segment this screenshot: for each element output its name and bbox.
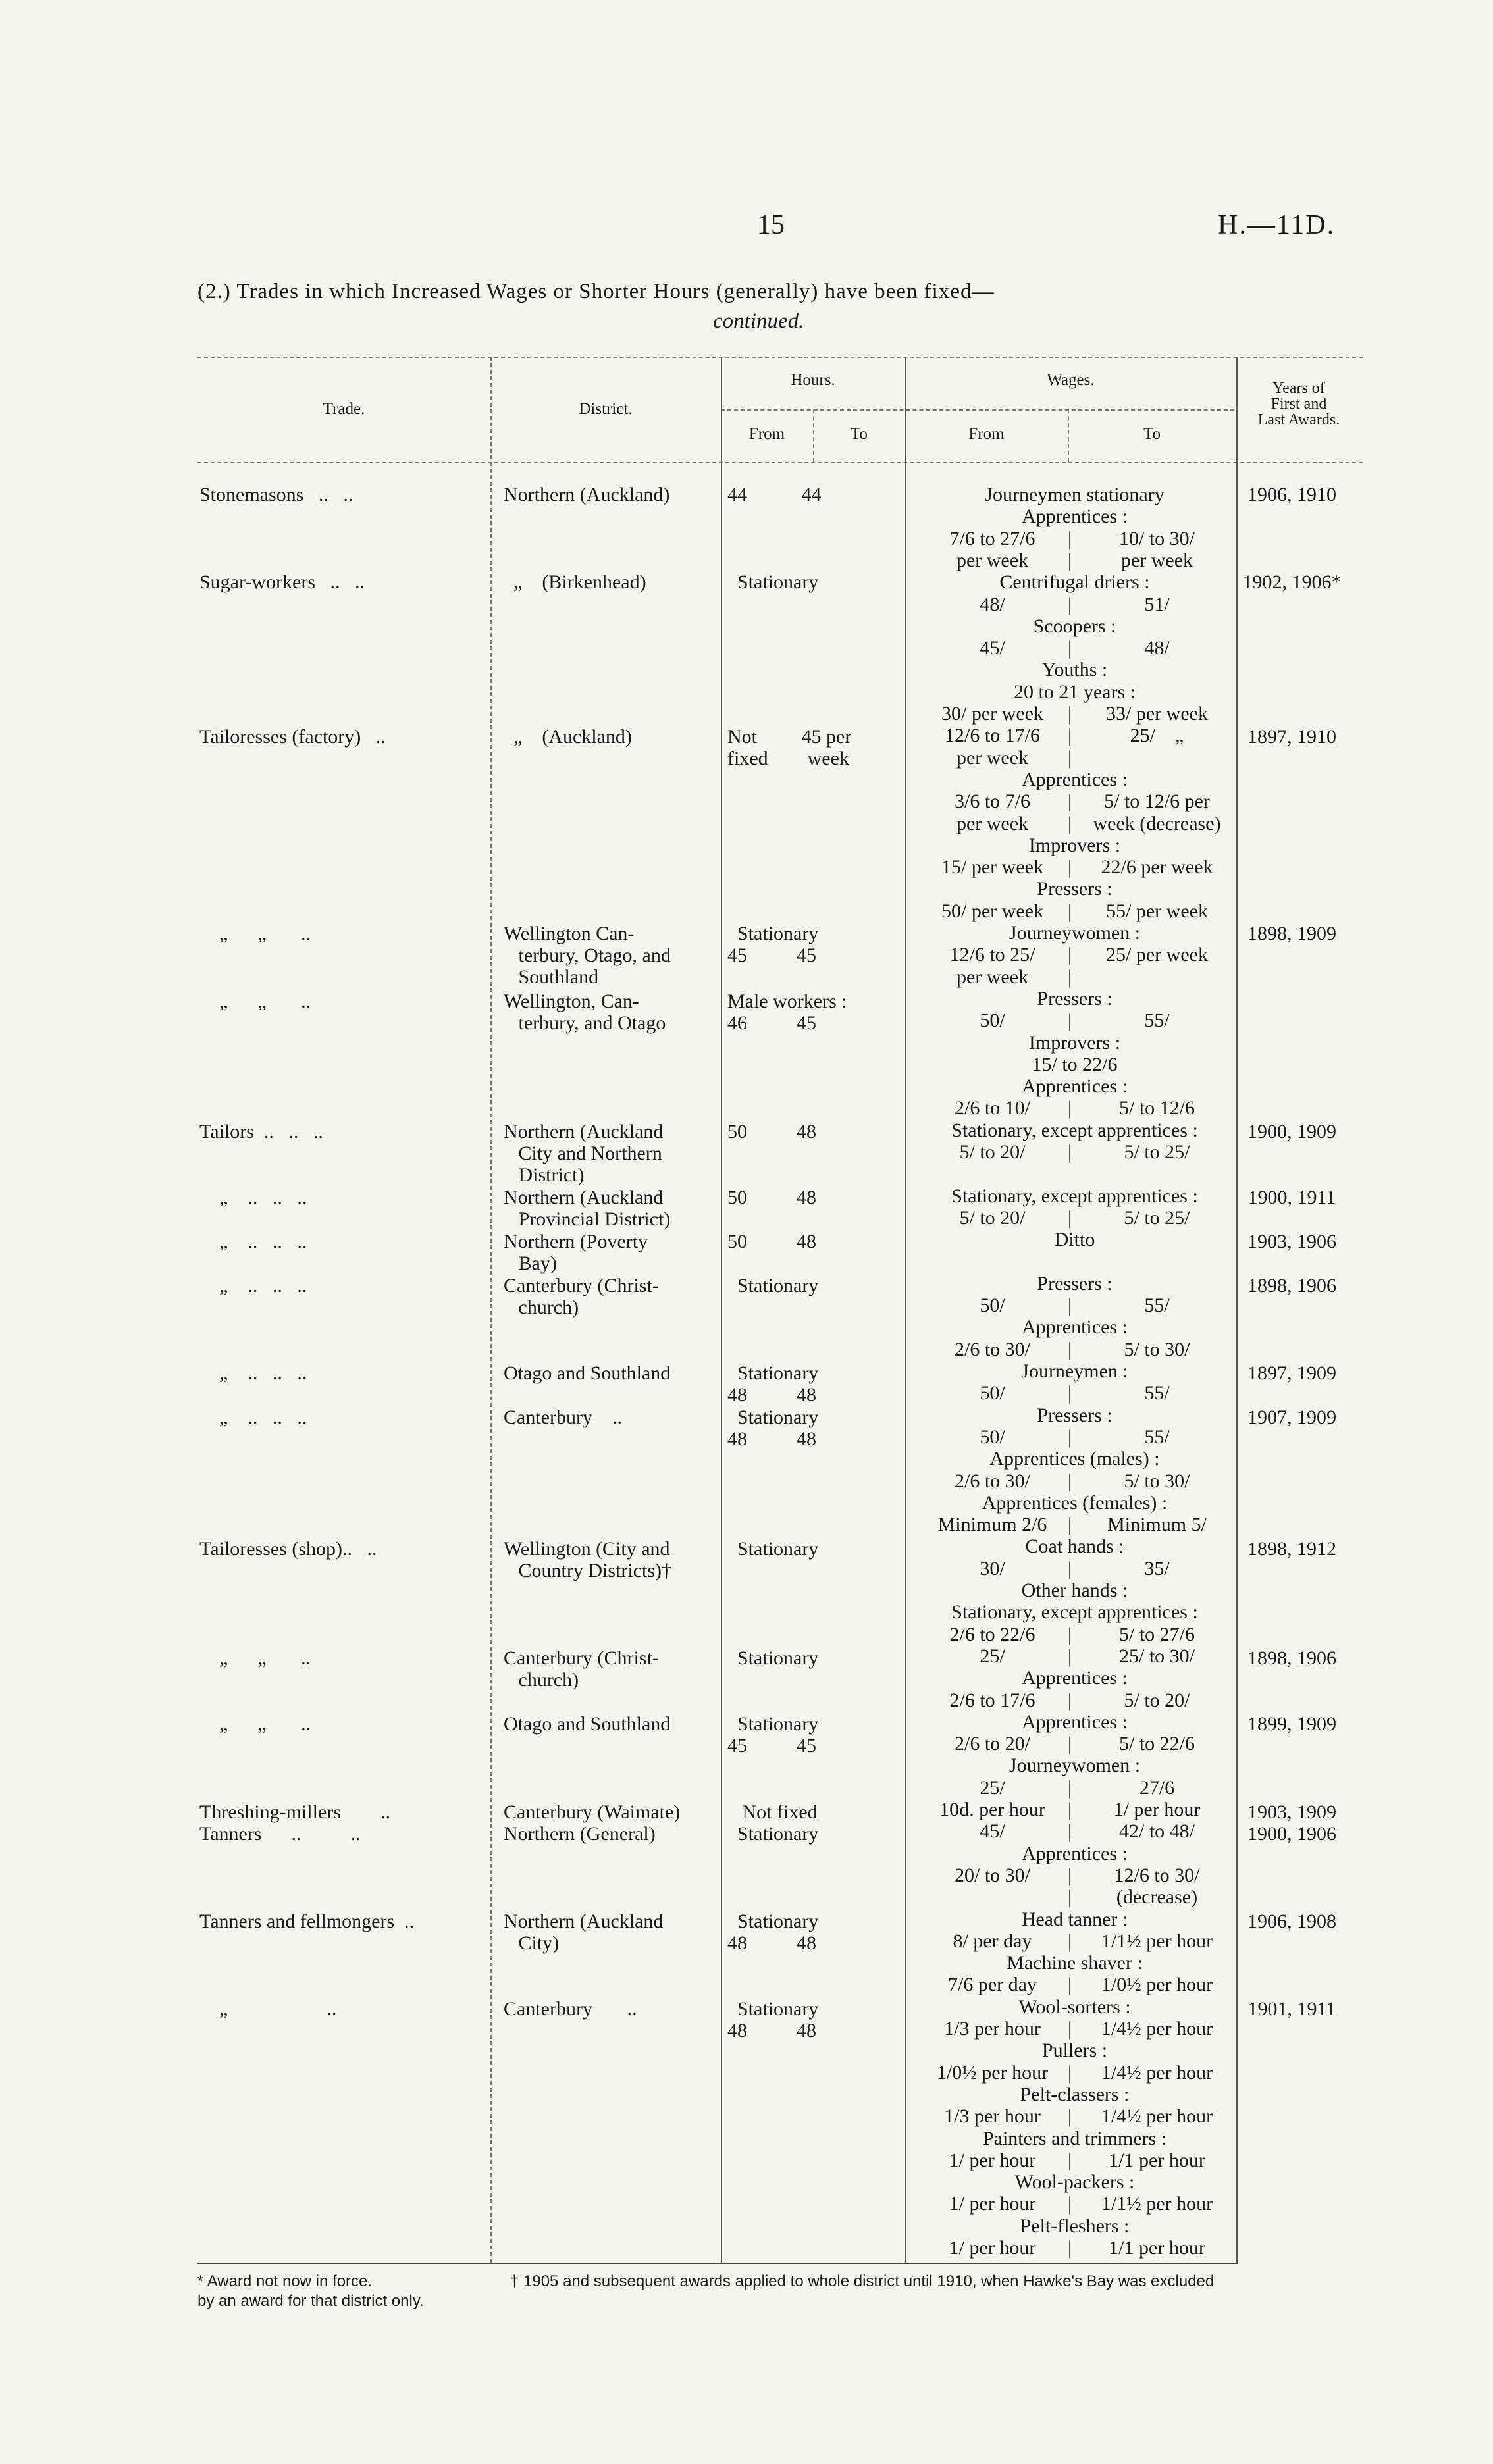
wage-line: Ditto <box>1054 1229 1095 1251</box>
row-district: Otago and Southland <box>504 1362 671 1384</box>
wage-divider: | <box>1068 549 1072 571</box>
wage-from: 20/ to 30/ <box>954 1864 1030 1886</box>
wage-to: week (decrease) <box>1093 812 1221 834</box>
wage-line: Pressers : <box>1037 987 1113 1010</box>
wage-to: 42/ to 48/ <box>1118 1820 1195 1843</box>
row-years: 1907, 1909 <box>1247 1406 1336 1428</box>
wage-to: 5/ to 22/6 <box>1118 1733 1195 1755</box>
row-district: Canterbury (Waimate) <box>504 1801 681 1823</box>
row-trade: Tailoresses (factory) .. <box>199 726 386 748</box>
wage-to: 48/ <box>1144 637 1170 659</box>
wage-to: 5/ to 25/ <box>1124 1141 1190 1163</box>
row-hours: Stationary <box>727 1538 819 1560</box>
row-hours: 50 48 <box>727 1231 816 1252</box>
wage-divider: | <box>1068 1097 1072 1119</box>
row-hours: Stationary <box>727 1275 819 1296</box>
wage-line: Pelt-fleshers : <box>1020 2215 1130 2237</box>
wage-from: 12/6 to 25/ <box>949 944 1035 966</box>
header-district: District. <box>579 400 633 418</box>
row-trade: Stonemasons .. .. <box>199 484 354 505</box>
wage-divider: | <box>1068 2237 1072 2259</box>
wage-to: 25/ to 30/ <box>1118 1645 1195 1667</box>
row-years: 1906, 1910 <box>1247 484 1336 505</box>
wage-from: 2/6 to 30/ <box>954 1338 1030 1360</box>
wage-from: 2/6 to 10/ <box>954 1097 1030 1119</box>
header-trade: Trade. <box>323 400 365 418</box>
wage-to: 1/1½ per hour <box>1101 1930 1213 1952</box>
wage-line: Pressers : <box>1037 1404 1113 1426</box>
wage-line: Wool-packers : <box>1014 2171 1135 2194</box>
wage-from: 15/ per week <box>941 856 1043 879</box>
row-district: Northern (Auckland Provincial District) <box>504 1187 671 1230</box>
wage-to: 55/ <box>1144 1425 1170 1448</box>
col-divider-3 <box>905 357 906 2263</box>
row-district: Northern (Auckland City and Northern District) <box>504 1121 664 1186</box>
wage-to: per week <box>1120 549 1193 571</box>
header-hours-to: To <box>850 425 868 443</box>
wage-divider: | <box>1068 1141 1072 1163</box>
wage-from: 8/ per day <box>953 1930 1032 1952</box>
wage-line: Stationary, except apprentices : <box>951 1119 1198 1141</box>
row-years: 1897, 1909 <box>1247 1362 1336 1384</box>
table-title: (2.) Trades in which Increased Wages or Shorter Hours (generally) have been fixed— <box>197 280 995 303</box>
wage-divider: | <box>1068 1514 1072 1536</box>
wage-from: 50/ <box>980 1010 1005 1032</box>
wage-from: 25/ <box>980 1776 1005 1799</box>
wage-divider: | <box>1068 856 1072 879</box>
wage-line: Apprentices : <box>1022 1842 1128 1864</box>
row-district: Canterbury (Christ- church) <box>504 1647 659 1691</box>
row-hours: Stationary <box>727 1647 819 1669</box>
header-wages: Wages. <box>1047 371 1095 389</box>
row-district: Canterbury .. <box>504 1998 637 2020</box>
header-years: Years of First and Last Awards. <box>1257 380 1340 428</box>
wage-divider: | <box>1068 1864 1072 1886</box>
wage-to: 1/1 per hour <box>1109 2149 1205 2171</box>
wage-from: 5/ to 20/ <box>959 1141 1026 1163</box>
wage-divider: | <box>1068 2149 1072 2171</box>
wage-divider: | <box>1068 1886 1072 1909</box>
wage-divider: | <box>1068 1010 1072 1032</box>
wage-line: Head tanner : <box>1021 1908 1128 1930</box>
wage-divider: | <box>1068 1295 1072 1317</box>
row-trade: „ .. .. .. <box>199 1187 307 1208</box>
row-years: 1900, 1909 <box>1247 1121 1336 1142</box>
row-years: 1898, 1912 <box>1247 1538 1336 1560</box>
wage-to: 1/1 per hour <box>1109 2237 1205 2259</box>
wage-divider: | <box>1068 1930 1072 1952</box>
wage-line: Youths : <box>1041 659 1108 681</box>
wage-line: Journeymen : <box>1021 1360 1128 1382</box>
row-hours: Not 45 per fixed week <box>727 726 852 769</box>
row-years: 1898, 1906 <box>1247 1647 1336 1669</box>
wage-from: 1/3 per hour <box>944 2105 1041 2128</box>
row-hours: Stationary 48 48 <box>727 1998 819 2041</box>
row-trade: „ .. .. .. <box>199 1406 307 1428</box>
row-years: 1901, 1911 <box>1247 1998 1336 2020</box>
wage-to: 10/ to 30/ <box>1118 527 1195 550</box>
wage-line: Apprentices (females) : <box>982 1491 1168 1514</box>
row-trade: Sugar-workers .. .. <box>199 571 365 593</box>
row-district: Northern (Auckland City) <box>504 1911 664 1954</box>
row-trade: „ „ .. <box>199 1713 311 1735</box>
wage-from: 3/6 to 7/6 <box>954 790 1030 813</box>
wage-divider: | <box>1068 1338 1072 1360</box>
wage-to: 5/ to 20/ <box>1124 1689 1190 1711</box>
col-divider-4 <box>1236 357 1238 2263</box>
wage-to: 55/ per week <box>1106 900 1208 922</box>
row-hours: 50 48 <box>727 1121 816 1142</box>
wage-line: Wool-sorters : <box>1018 1995 1131 2018</box>
wage-to: 1/4½ per hour <box>1101 2061 1213 2084</box>
row-hours: Stationary 45 45 <box>727 923 819 966</box>
document-code: H.—11D. <box>1218 210 1336 240</box>
wage-divider: | <box>1068 1974 1072 1996</box>
row-district: Northern (General) <box>504 1823 656 1845</box>
wage-from: 2/6 to 30/ <box>954 1470 1030 1492</box>
wage-from: per week <box>956 746 1029 769</box>
wage-line: Journeywomen : <box>1008 1755 1141 1777</box>
wage-to: Minimum 5/ <box>1107 1514 1207 1536</box>
wage-line: 20 to 21 years : <box>1014 680 1136 703</box>
wage-to: 1/4½ per hour <box>1101 2105 1213 2128</box>
row-district: „ (Auckland) <box>504 726 632 748</box>
wage-to: 5/ to 30/ <box>1124 1470 1190 1492</box>
wage-from: 48/ <box>980 593 1005 615</box>
wage-from: per week <box>956 812 1029 834</box>
row-hours: Stationary 45 45 <box>727 1713 819 1757</box>
wage-from: 2/6 to 17/6 <box>949 1689 1035 1711</box>
footnote-dagger: † 1905 and subsequent awards applied to whole district until 1910, when Hawke's Bay was excluded <box>510 2272 1215 2290</box>
row-district: Wellington (City and Country Districts)† <box>504 1538 671 1581</box>
wage-to: 27/6 <box>1139 1776 1175 1799</box>
row-district: Wellington, Can- terbury, and Otago <box>504 990 666 1034</box>
wage-divider: | <box>1068 1470 1072 1492</box>
table-bottom-rule <box>197 2263 1238 2264</box>
wage-divider: | <box>1068 944 1072 966</box>
row-trade: Tailoresses (shop).. .. <box>199 1538 377 1560</box>
row-hours: Stationary 48 48 <box>727 1911 819 1954</box>
row-trade: Threshing-millers .. <box>199 1801 390 1823</box>
wage-line: Stationary, except apprentices : <box>951 1185 1198 1207</box>
wage-from: 50/ <box>980 1425 1005 1448</box>
wage-to: 5/ to 27/6 <box>1118 1623 1195 1645</box>
wage-to: 5/ to 12/6 per <box>1104 790 1210 813</box>
wage-divider: | <box>1068 1382 1072 1404</box>
wage-divider: | <box>1068 1799 1072 1820</box>
row-hours: Not fixed <box>727 1801 818 1823</box>
wage-line: 15/ to 22/6 <box>1032 1053 1118 1075</box>
wage-from: 50/ <box>980 1295 1005 1317</box>
wage-from: 1/3 per hour <box>944 2018 1041 2040</box>
wage-line: Apprentices : <box>1022 768 1128 790</box>
row-trade: „ „ .. <box>199 923 311 944</box>
wage-to: 25/ „ <box>1130 725 1184 747</box>
wage-from: Minimum 2/6 <box>937 1514 1047 1536</box>
wage-line: Pullers : <box>1041 2040 1108 2062</box>
wage-line: Apprentices : <box>1022 1316 1128 1339</box>
wage-divider: | <box>1068 2018 1072 2040</box>
wage-from: 5/ to 20/ <box>959 1206 1026 1229</box>
row-district: Northern (Poverty Bay) <box>504 1231 648 1274</box>
wage-from: 2/6 to 22/6 <box>949 1623 1035 1645</box>
table-top-rule <box>197 357 1363 358</box>
wage-divider: | <box>1068 725 1072 747</box>
wage-line: Scoopers : <box>1033 615 1116 637</box>
row-hours: Stationary <box>727 1823 819 1845</box>
row-district: Northern (Auckland) <box>504 484 670 505</box>
wage-to: 1/0½ per hour <box>1101 1974 1213 1996</box>
wage-to: 25/ per week <box>1106 944 1208 966</box>
wage-to: 22/6 per week <box>1101 856 1213 879</box>
wage-divider: | <box>1068 1557 1072 1579</box>
wage-from: 1/ per hour <box>949 2193 1036 2215</box>
wage-divider: | <box>1068 790 1072 813</box>
wage-line: Improvers : <box>1028 834 1121 856</box>
row-district: Otago and Southland <box>504 1713 671 1735</box>
header-hours: Hours. <box>791 371 835 389</box>
wage-divider: | <box>1068 2193 1072 2215</box>
wage-to: 1/1½ per hour <box>1101 2193 1213 2215</box>
wage-line: Centrifugal driers : <box>999 571 1150 594</box>
row-trade: „ „ .. <box>199 990 311 1012</box>
row-trade: Tailors .. .. .. <box>199 1121 323 1142</box>
wage-line: Improvers : <box>1028 1031 1121 1054</box>
row-trade: „ .. .. .. <box>199 1231 307 1252</box>
wage-from: per week <box>956 549 1029 571</box>
wage-divider: | <box>1068 1733 1072 1755</box>
wage-line: Journeymen stationary <box>985 484 1165 505</box>
wage-to: 5/ to 25/ <box>1124 1206 1190 1229</box>
wage-divider: | <box>1068 965 1072 988</box>
wage-divider: | <box>1068 1425 1072 1448</box>
wage-from: 30/ <box>980 1557 1005 1579</box>
row-years: 1903, 1906 <box>1247 1231 1336 1252</box>
row-trade: „ .. <box>199 1998 337 2020</box>
wage-from: 1/ per hour <box>949 2149 1036 2171</box>
wage-to: 5/ to 30/ <box>1124 1338 1190 1360</box>
row-trade: „ „ .. <box>199 1647 311 1669</box>
col-divider-2 <box>721 357 722 2263</box>
wage-divider: | <box>1068 812 1072 834</box>
row-years: 1897, 1910 <box>1247 726 1336 748</box>
wage-line: Coat hands : <box>1025 1535 1124 1558</box>
wage-to: 1/ per hour <box>1113 1799 1201 1820</box>
row-years: 1902, 1906* <box>1242 571 1342 593</box>
row-years: 1898, 1906 <box>1247 1275 1336 1296</box>
row-years: 1898, 1909 <box>1247 923 1336 944</box>
wage-from: 45/ <box>980 1820 1005 1843</box>
wage-to: 1/4½ per hour <box>1101 2018 1213 2040</box>
row-years: 1906, 1908 <box>1247 1911 1336 1932</box>
row-hours: Stationary 48 48 <box>727 1406 819 1450</box>
wage-line: Apprentices : <box>1022 1710 1128 1733</box>
wage-line: Apprentices (males) : <box>989 1448 1160 1470</box>
row-trade: Tanners and fellmongers .. <box>199 1911 415 1932</box>
wage-from: 25/ <box>980 1645 1005 1667</box>
wage-from: 50/ <box>980 1382 1005 1404</box>
row-years: 1903, 1909 <box>1247 1801 1336 1823</box>
wage-divider: | <box>1068 2061 1072 2084</box>
wage-to: 55/ <box>1144 1010 1170 1032</box>
header-wages-to: To <box>1143 425 1161 443</box>
wage-divider: | <box>1068 703 1072 725</box>
row-district: Canterbury .. <box>504 1406 622 1428</box>
subheader-rule <box>721 409 1234 411</box>
wage-line: Other hands : <box>1021 1579 1128 1601</box>
wage-to: 55/ <box>1144 1295 1170 1317</box>
row-district: Canterbury (Christ- church) <box>504 1275 659 1318</box>
wage-line: Painters and trimmers : <box>982 2127 1167 2149</box>
wage-line: Machine shaver : <box>1007 1952 1143 1974</box>
wage-to: (decrease) <box>1116 1886 1198 1909</box>
row-hours: Male workers : 46 45 <box>727 990 847 1034</box>
wage-from: per week <box>956 965 1029 988</box>
wage-divider: | <box>1068 746 1072 769</box>
wage-divider: | <box>1068 1645 1072 1667</box>
wage-divider: | <box>1068 637 1072 659</box>
wage-from: 7/6 per day <box>948 1974 1037 1996</box>
wage-to: 12/6 to 30/ <box>1114 1864 1200 1886</box>
wage-divider: | <box>1068 1206 1072 1229</box>
wage-to: 33/ per week <box>1106 703 1208 725</box>
wage-line: Apprentices : <box>1022 1667 1128 1689</box>
header-wages-from: From <box>968 425 1005 443</box>
wage-line: Apprentices : <box>1022 505 1128 528</box>
wage-from: 1/0½ per hour <box>936 2061 1049 2084</box>
wage-divider: | <box>1068 1776 1072 1799</box>
wage-divider: | <box>1068 593 1072 615</box>
row-years: 1900, 1906 <box>1247 1823 1336 1845</box>
row-district: Wellington Can- terbury, Otago, and Southland <box>504 923 671 988</box>
table-title-continued: continued. <box>713 309 804 333</box>
row-hours: Stationary 48 48 <box>727 1362 819 1406</box>
header-hours-from: From <box>748 425 785 443</box>
wage-line: Apprentices : <box>1022 1075 1128 1098</box>
wage-from: 30/ per week <box>941 703 1043 725</box>
row-hours: 50 48 <box>727 1187 816 1208</box>
row-trade: „ .. .. .. <box>199 1275 307 1296</box>
row-years: 1900, 1911 <box>1247 1187 1336 1208</box>
wage-line: Pelt-classers : <box>1020 2083 1130 2105</box>
row-hours: Stationary <box>727 571 819 593</box>
row-district: „ (Birkenhead) <box>504 571 646 593</box>
wage-to: 51/ <box>1144 593 1170 615</box>
wage-line: Journeywomen : <box>1008 922 1141 944</box>
wage-from: 2/6 to 20/ <box>954 1733 1030 1755</box>
wage-divider: | <box>1068 1623 1072 1645</box>
col-divider-1 <box>490 357 492 2263</box>
wage-from: 45/ <box>980 637 1005 659</box>
row-trade: „ .. .. .. <box>199 1362 307 1384</box>
wage-from: 12/6 to 17/6 <box>944 725 1040 747</box>
row-hours: 44 44 <box>727 484 822 505</box>
wage-divider: | <box>1068 1689 1072 1711</box>
wage-divider: | <box>1068 2105 1072 2128</box>
row-trade: Tanners .. .. <box>199 1823 361 1845</box>
wage-line: Pressers : <box>1037 1272 1113 1295</box>
wage-from: 50/ per week <box>941 900 1043 922</box>
wage-from: 1/ per hour <box>949 2237 1036 2259</box>
wage-to: 5/ to 12/6 <box>1118 1097 1195 1119</box>
row-years: 1899, 1909 <box>1247 1713 1336 1735</box>
footnote-star: * Award not now in force. by an award for that district only. <box>197 2272 424 2310</box>
wage-divider: | <box>1068 900 1072 922</box>
wage-line: Pressers : <box>1037 878 1113 900</box>
wage-from: 10d. per hour <box>939 1799 1045 1820</box>
wage-line: Stationary, except apprentices : <box>951 1601 1198 1624</box>
wage-to: 35/ <box>1144 1557 1170 1579</box>
page-number: 15 <box>757 210 785 240</box>
wage-from: 7/6 to 27/6 <box>949 527 1035 550</box>
wage-to: 55/ <box>1144 1382 1170 1404</box>
wage-divider: | <box>1068 1820 1072 1843</box>
wage-divider: | <box>1068 527 1072 550</box>
header-bottom-rule <box>197 462 1363 463</box>
